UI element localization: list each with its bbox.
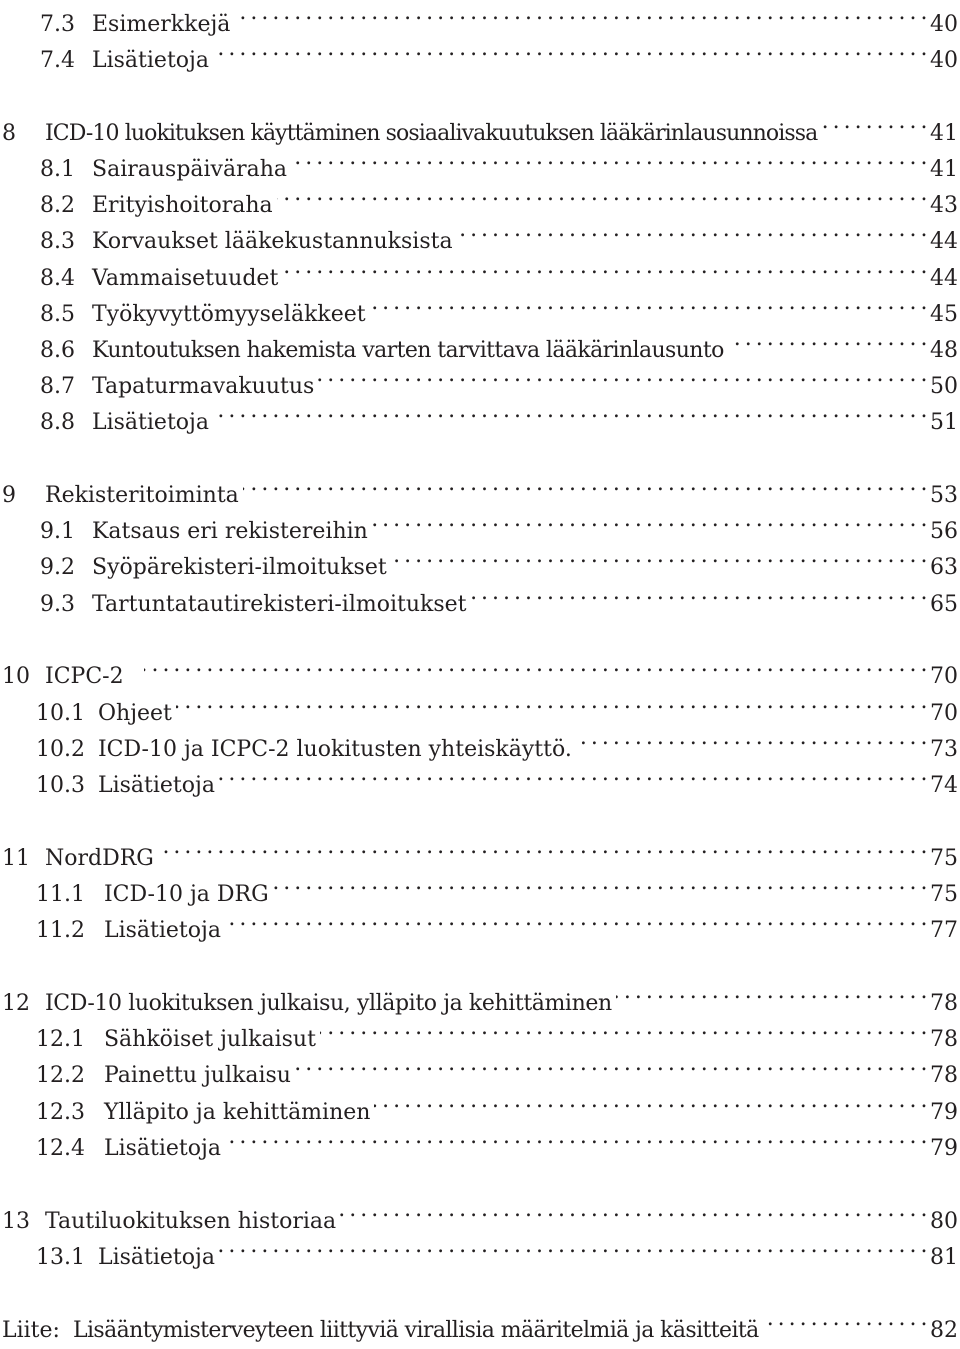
toc-leader-dots [144,647,926,683]
toc-entry-number: 11 [2,846,30,871]
toc-entry-number: 9.1 [40,519,75,544]
toc-entry-title: Vammaisetuudet [92,266,279,291]
toc-entry-12-3[interactable] [0,1083,960,1125]
toc-entry-8-3[interactable] [0,212,960,254]
toc-leader-dots [340,1192,926,1228]
toc-leader-dots [225,1119,926,1155]
toc-entry-8-7[interactable] [0,357,960,399]
toc-entry-number: 8.2 [40,193,75,218]
toc-entry-title: Sähköiset julkaisut [103,1027,316,1052]
toc-entry-number: 7.3 [40,12,75,37]
toc-leader-dots [225,901,926,937]
toc-leader-dots [295,1046,926,1082]
toc-entry-page: 78 [930,1063,958,1088]
toc-entry-10-2[interactable] [0,720,960,762]
toc-entry-12-4[interactable] [0,1119,960,1161]
toc-entry-number: 8.6 [40,338,75,363]
toc-leader-dots [277,176,926,212]
toc-entry-number: 10.1 [36,701,85,726]
toc-entry-8-6[interactable] [0,321,960,363]
toc-entry-number: 12.1 [36,1027,85,1052]
toc-entry-13-1[interactable] [0,1228,960,1270]
toc-leader-dots [821,104,926,140]
toc-entry-title: Lisätietoja [103,1136,221,1161]
toc-entry-number: 13 [2,1209,30,1234]
toc-entry-title: NordDRG [45,846,154,871]
toc-entry-page: 80 [930,1209,958,1234]
toc-entry-title: Ohjeet [97,701,172,726]
toc-entry-7-3[interactable] [0,0,960,37]
toc-leader-dots [470,575,926,611]
toc-entry-12[interactable] [0,974,960,1016]
toc-entry-page: 79 [930,1100,958,1125]
toc-entry-number: 8.4 [40,266,75,291]
toc-entry-page: 40 [930,12,958,37]
toc-leader-dots [219,756,926,792]
toc-entry-title: Syöpärekisteri-ilmoitukset [92,555,387,580]
toc-entry-title: Erityishoitoraha [92,193,273,218]
toc-entry-page: 81 [930,1245,958,1270]
toc-entry-10-3[interactable] [0,756,960,798]
toc-leader-dots [219,1228,926,1264]
toc-entry-7-4[interactable] [0,31,960,73]
toc-entry-9[interactable] [0,466,960,508]
toc-entry-title: ICD-10 ja ICPC-2 luokitusten yhteiskäyttö. [97,737,572,762]
toc-entry-page: 75 [930,846,958,871]
toc-entry-title: Korvaukset lääkekustannuksista [92,229,453,254]
toc-entry-12-1[interactable] [0,1010,960,1052]
toc-entry-page: 73 [930,737,958,762]
toc-entry-number: 12.3 [36,1100,85,1125]
toc-entry-page: 53 [930,483,958,508]
toc-entry-number: 11.2 [36,918,85,943]
toc-entry-number: 8.7 [40,374,75,399]
toc-entry-title: Katsaus eri rekistereihin [92,519,368,544]
toc-entry-8-2[interactable] [0,176,960,218]
toc-leader-dots [176,684,926,720]
toc-entry-8-5[interactable] [0,285,960,327]
toc-entry-title: Lisätietoja [97,1245,215,1270]
toc-leader-dots [372,502,926,538]
toc-entry-title: Lisääntymisterveyteen liittyviä virallisia määritelmiä ja käsitteitä [72,1318,759,1343]
toc-entry-11-1[interactable] [0,865,960,907]
toc-entry-13[interactable] [0,1192,960,1234]
toc-entry-9-1[interactable] [0,502,960,544]
toc-entry-number: 9.3 [40,592,75,617]
toc-entry-page: 75 [930,882,958,907]
toc-entry-title: Lisätietoja [103,918,221,943]
toc-entry-title: Tartuntatautirekisteri-ilmoitukset [92,592,467,617]
toc-entry-8-1[interactable] [0,140,960,182]
toc-entry-number: 8.1 [40,157,75,182]
toc-entry-title: Painettu julkaisu [103,1063,291,1088]
toc-entry-title: Rekisteritoiminta [45,483,239,508]
toc-entry-number: 8 [2,121,16,146]
toc-entry-title: ICD-10 luokituksen julkaisu, ylläpito ja kehittäminen [45,991,612,1016]
toc-entry-page: 78 [930,991,958,1016]
toc-leader-dots [576,720,926,756]
toc-entry-page: 50 [930,374,958,399]
toc-entry-page: 44 [930,229,958,254]
toc-entry-page: 78 [930,1027,958,1052]
toc-leader-dots [318,357,926,393]
toc-entry-number: 12.2 [36,1063,85,1088]
toc-entry-page: 65 [930,592,958,617]
toc-entry-number: 9 [2,483,16,508]
toc-entry-number: 8.5 [40,302,75,327]
toc-entry-page: 56 [930,519,958,544]
toc-leader-dots [728,321,926,357]
toc-leader-dots [370,285,926,321]
toc-entry-number: 11.1 [36,882,85,907]
toc-entry-12-2[interactable] [0,1046,960,1088]
toc-entry-title: ICD-10 ja DRG [103,882,269,907]
toc-entry-title: ICD-10 luokituksen käyttäminen sosiaalivakuutuksen lääkärinlausunnoissa [45,121,818,146]
toc-entry-number: 7.4 [40,48,75,73]
toc-leader-dots [374,1083,926,1119]
toc-entry-number: 9.2 [40,555,75,580]
toc-entry-title: Lisätietoja [92,48,209,73]
toc-entry-title: Tapaturmavakuutus [92,374,315,399]
toc-entry-number: 8.8 [40,410,75,435]
toc-entry-number: 12.4 [36,1136,85,1161]
toc-entry-title: Esimerkkejä [92,12,231,37]
toc-leader-dots [291,140,926,176]
toc-leader-dots [273,865,926,901]
toc-leader-dots [234,0,926,31]
toc-entry-11[interactable] [0,829,960,871]
toc-entry-9-2[interactable] [0,538,960,580]
toc-entry-page: 40 [930,48,958,73]
toc-entry-9-3[interactable] [0,575,960,617]
toc-entry-page: 74 [930,773,958,798]
toc-entry-title: Sairauspäiväraha [92,157,288,182]
toc-entry-page: 70 [930,664,958,689]
toc-entry-number: 10.3 [36,773,85,798]
toc-entry-11-2[interactable] [0,901,960,943]
toc-leader-dots [243,466,926,502]
toc-leader-dots [457,212,926,248]
toc-entry-page: 45 [930,302,958,327]
toc-entry-page: 77 [930,918,958,943]
toc-entry-8-4[interactable] [0,249,960,291]
toc-entry-page: 41 [930,157,958,182]
toc-entry-number: 12 [2,991,30,1016]
toc-entry-number: 8.3 [40,229,75,254]
toc-entry-page: 70 [930,701,958,726]
toc-entry-page: 51 [930,410,958,435]
toc-entry-8-8[interactable] [0,393,960,435]
toc-entry-page: 79 [930,1136,958,1161]
toc-entry-10-1[interactable] [0,684,960,726]
toc-entry-number: 10 [2,664,30,689]
toc-entry-10[interactable] [0,647,960,689]
toc-leader-dots [282,249,926,285]
toc-entry-page: 43 [930,193,958,218]
toc-entry-title: Lisätietoja [97,773,215,798]
toc-entry-page: 82 [930,1318,958,1343]
toc-leader-dots [616,974,926,1010]
toc-entry-number: 10.2 [36,737,85,762]
toc-entry-title: ICPC-2 [45,664,124,689]
toc-entry-page: 63 [930,555,958,580]
toc-leader-dots [391,538,926,574]
toc-leader-dots [763,1301,926,1337]
toc-entry-appendix[interactable] [0,1301,960,1343]
toc-entry-title: Työkyvyttömyyseläkkeet [92,302,366,327]
toc-leader-dots [320,1010,926,1046]
toc-entry-page: 44 [930,266,958,291]
toc-entry-number: Liite: [2,1318,60,1343]
toc-entry-8[interactable] [0,104,960,146]
toc-entry-number: 13.1 [36,1245,85,1270]
toc-entry-title: Tautiluokituksen historiaa [45,1209,337,1234]
toc-entry-title: Lisätietoja [92,410,209,435]
toc-leader-dots [158,829,926,865]
toc-entry-page: 48 [930,338,958,363]
toc-leader-dots [213,393,926,429]
toc-leader-dots [213,31,926,67]
toc-entry-page: 41 [930,121,958,146]
toc-entry-title: Kuntoutuksen hakemista varten tarvittava lääkärinlausunto [92,338,724,363]
toc-entry-title: Ylläpito ja kehittäminen [103,1100,371,1125]
